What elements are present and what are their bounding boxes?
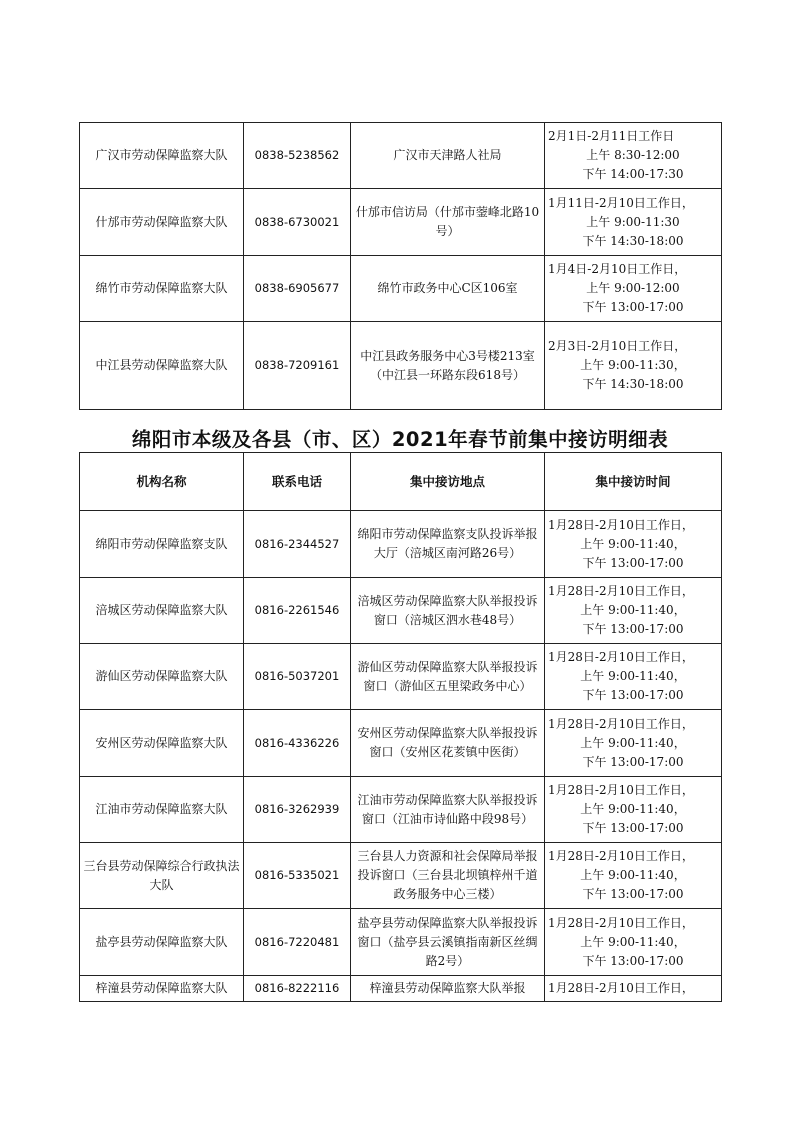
time-line: 1月28日-2月10日工作日，	[548, 915, 694, 930]
table-row	[80, 511, 722, 578]
phone-cell: 0838-6730021	[244, 189, 351, 256]
org-name-cell: 安州区劳动保障监察大队	[80, 710, 244, 777]
place-cell: 涪城区劳动保障监察大队举报投诉窗口（涪城区泗水巷48号）	[351, 578, 545, 644]
visit-schedule-table	[79, 452, 722, 1002]
time-line: 下午 13:00-17:00	[582, 821, 684, 835]
time-line: 上午 9:00-11:40，	[580, 603, 686, 617]
time-line: 下午 13:00-17:00	[582, 754, 684, 769]
time-cell	[545, 909, 722, 976]
time-line: 2月1日-2月11日工作日	[548, 129, 675, 143]
table-row	[80, 189, 722, 256]
time-cell	[545, 710, 722, 777]
time-line: 上午 9:00-11:40，	[580, 934, 686, 949]
time-line: 下午 13:00-17:00	[582, 555, 684, 570]
time-line: 1月28日-2月10日工作日，	[548, 849, 694, 863]
top-continuation-table	[79, 122, 722, 410]
time-cell	[545, 777, 722, 843]
phone-cell: 0816-7220481	[244, 909, 351, 976]
phone-cell: 0816-5335021	[244, 843, 351, 909]
time-line: 下午 14:30-18:00	[582, 377, 684, 391]
place-cell: 三台县人力资源和社会保障局举报投诉窗口（三台县北坝镇梓州千道政务服务中心三楼）	[351, 843, 545, 909]
time-cell	[545, 322, 722, 410]
place-cell: 广汉市天津路人社局	[351, 123, 545, 189]
time-line: 下午 13:00-17:00	[582, 953, 684, 968]
table-row	[80, 644, 722, 710]
org-name-cell: 游仙区劳动保障监察大队	[80, 644, 244, 710]
time-line: 上午 8:30-12:00	[586, 148, 680, 162]
table-row	[80, 777, 722, 843]
time-line: 下午 14:00-17:30	[582, 167, 684, 181]
time-line: 1月4日-2月10日工作日，	[548, 262, 687, 276]
time-line: 上午 9:00-11:40，	[580, 802, 686, 816]
time-line: 1月28日-2月10日工作日，	[548, 981, 694, 995]
org-name-cell: 中江县劳动保障监察大队	[80, 322, 244, 410]
header-org: 机构名称	[80, 453, 244, 511]
place-cell: 绵竹市政务中心C区106室	[351, 256, 545, 322]
time-line: 1月28日-2月10日工作日，	[548, 584, 694, 598]
table-row	[80, 843, 722, 909]
org-name-cell: 江油市劳动保障监察大队	[80, 777, 244, 843]
time-cell	[545, 123, 722, 189]
time-line: 上午 9:00-11:30，	[580, 358, 686, 372]
time-line: 上午 9:00-11:40，	[580, 536, 686, 551]
phone-cell: 0816-4336226	[244, 710, 351, 777]
org-name-cell: 梓潼县劳动保障监察大队	[80, 976, 244, 1002]
org-name-cell: 绵阳市劳动保障监察支队	[80, 511, 244, 578]
time-line: 下午 13:00-17:00	[582, 887, 684, 901]
table-row	[80, 909, 722, 976]
org-name-cell: 绵竹市劳动保障监察大队	[80, 256, 244, 322]
time-line: 上午 9:00-11:40，	[580, 868, 686, 882]
table-header-row	[80, 453, 722, 511]
place-cell: 绵阳市劳动保障监察支队投诉举报大厅（涪城区南河路26号）	[351, 511, 545, 578]
table-row	[80, 123, 722, 189]
time-cell	[545, 189, 722, 256]
time-line: 上午 9:00-11:40，	[580, 669, 686, 683]
time-line: 下午 13:00-17:00	[582, 300, 684, 314]
time-line: 1月28日-2月10日工作日，	[548, 716, 694, 731]
org-name-cell: 涪城区劳动保障监察大队	[80, 578, 244, 644]
phone-cell: 0816-5037201	[244, 644, 351, 710]
time-cell	[545, 511, 722, 578]
time-line: 上午 9:00-11:40，	[580, 735, 686, 750]
top-table-body	[80, 123, 722, 410]
time-line: 2月3日-2月10日工作日，	[548, 339, 687, 353]
time-line: 下午 14:30-18:00	[582, 233, 684, 248]
time-cell	[545, 644, 722, 710]
place-cell: 江油市劳动保障监察大队举报投诉窗口（江油市诗仙路中段98号）	[351, 777, 545, 843]
table-row	[80, 578, 722, 644]
phone-cell: 0838-5238562	[244, 123, 351, 189]
time-line: 下午 13:00-17:00	[582, 688, 684, 702]
org-name-cell: 盐亭县劳动保障监察大队	[80, 909, 244, 976]
phone-cell: 0838-7209161	[244, 322, 351, 410]
place-cell: 游仙区劳动保障监察大队举报投诉窗口（游仙区五里梁政务中心）	[351, 644, 545, 710]
org-name-cell: 三台县劳动保障综合行政执法大队	[80, 843, 244, 909]
time-cell	[545, 256, 722, 322]
place-cell: 梓潼县劳动保障监察大队举报	[351, 976, 545, 1002]
time-line: 1月28日-2月10日工作日，	[548, 783, 694, 797]
time-line: 上午 9:00-11:30	[586, 214, 680, 229]
table-row	[80, 322, 722, 410]
header-place: 集中接访地点	[351, 453, 545, 511]
phone-cell: 0816-3262939	[244, 777, 351, 843]
table-row	[80, 710, 722, 777]
time-line: 1月11日-2月10日工作日，	[548, 195, 694, 210]
time-cell	[545, 578, 722, 644]
table-row	[80, 256, 722, 322]
header-time: 集中接访时间	[545, 453, 722, 511]
time-line: 下午 13:00-17:00	[582, 622, 684, 636]
time-line: 1月28日-2月10日工作日，	[548, 517, 694, 532]
page-title: 绵阳市本级及各县（市、区）2021年春节前集中接访明细表	[131, 428, 669, 451]
phone-cell: 0838-6905677	[244, 256, 351, 322]
header-phone: 联系电话	[244, 453, 351, 511]
table-row	[80, 976, 722, 1002]
phone-cell: 0816-2261546	[244, 578, 351, 644]
place-cell: 什邡市信访局（什邡市蓥峰北路10号）	[351, 189, 545, 256]
place-cell: 盐亭县劳动保障监察大队举报投诉窗口（盐亭县云溪镇指南新区丝绸路2号）	[351, 909, 545, 976]
main-table-body	[80, 511, 722, 1002]
org-name-cell: 什邡市劳动保障监察大队	[80, 189, 244, 256]
time-cell	[545, 843, 722, 909]
phone-cell: 0816-2344527	[244, 511, 351, 578]
time-line: 1月28日-2月10日工作日，	[548, 650, 694, 664]
place-cell: 安州区劳动保障监察大队举报投诉窗口（安州区花荄镇中医街）	[351, 710, 545, 777]
place-cell: 中江县政务服务中心3号楼213室（中江县一环路东段618号）	[351, 322, 545, 410]
time-cell	[545, 976, 722, 1002]
time-line: 上午 9:00-12:00	[586, 281, 680, 295]
org-name-cell: 广汉市劳动保障监察大队	[80, 123, 244, 189]
phone-cell: 0816-8222116	[244, 976, 351, 1002]
